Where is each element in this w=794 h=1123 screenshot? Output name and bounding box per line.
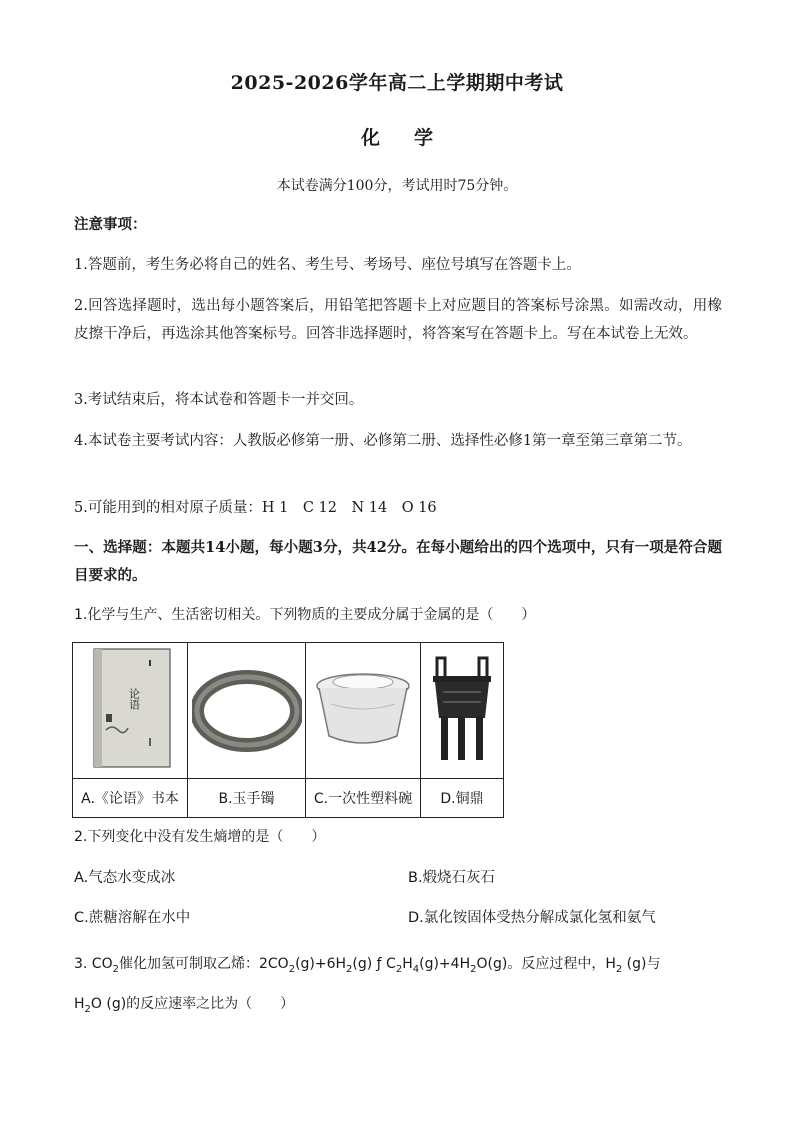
book-cover-text: 论语 xyxy=(127,687,141,710)
exam-info: 本试卷满分100分，考试用时75分钟。 xyxy=(276,178,518,194)
question-2-stem: 2.下列变化中没有发生熵增的是（ ） xyxy=(74,829,326,845)
note-item-3: 3.考试结束后，将本试卷和答题卡一并交回。 xyxy=(74,392,364,408)
option-a-label: A.《论语》书本 xyxy=(73,779,188,818)
plastic-bowl-image-cell xyxy=(306,643,421,779)
jade-bracelet-icon xyxy=(192,659,302,759)
subject-char-1: 化 xyxy=(360,127,380,149)
notes-heading: 注意事项： xyxy=(74,216,147,233)
question-3-stem-line-1: 3. $CO_2$催化加氢可制取乙烯：$2CO_2(g)+6H_2(g)$ ƒ $C_2H_4(g)+4H_2O(g)$。反应过程中，$H_2$ (g)与 xyxy=(74,956,661,975)
subject-char-2: 学 xyxy=(414,127,434,149)
question-2-option-d: D.氯化铵固体受热分解成氯化氢和氨气 xyxy=(408,910,656,926)
question-3-stem-line-2: $H_2O$ (g)的反应速率之比为（ ） xyxy=(74,996,295,1015)
note-item-1: 1.答题前，考生务必将自己的姓名、考生号、考场号、座位号填写在答题卡上。 xyxy=(74,257,581,273)
section-heading: 一、选择题：本题共14小题，每小题3分，共42分。在每小题给出的四个选项中，只有一项是符合题目要求的。 xyxy=(74,539,722,584)
bronze-ding-icon xyxy=(427,654,497,764)
question-1-stem: 1.化学与生产、生活密切相关。下列物质的主要成分属于金属的是（ ） xyxy=(74,607,536,623)
question-2-option-c: C.蔗糖溶解在水中 xyxy=(74,910,191,926)
bronze-ding-image-cell xyxy=(421,643,504,779)
subject-title xyxy=(0,123,794,150)
note-item-2: 2.回答选择题时，选出每小题答案后，用铅笔把答题卡上对应题目的答案标号涂黑。如需改动，用橡皮擦干净后，再选涂其他答案标号。回答非选择题时，将答案写在答题卡上。写在本试卷上无效。 xyxy=(74,298,722,342)
question-2-option-b: B.煅烧石灰石 xyxy=(408,870,496,886)
book-icon xyxy=(80,646,180,772)
book-image-cell xyxy=(73,643,188,779)
question-2-option-a: A.气态水变成冰 xyxy=(74,870,176,886)
option-c-label: C.一次性塑料碗 xyxy=(306,779,421,818)
bracelet-image-cell xyxy=(188,643,306,779)
exam-title: 2025-2026学年高二上学期期中考试 xyxy=(230,72,564,94)
plastic-bowl-icon xyxy=(311,664,415,754)
question-1-options-table xyxy=(72,642,504,818)
option-d-label: D.铜鼎 xyxy=(421,779,504,818)
note-item-5: 5.可能用到的相对原子质量：H 1 C 12 N 14 O 16 xyxy=(74,500,437,516)
option-b-label: B.玉手镯 xyxy=(188,779,306,818)
note-item-4: 4.本试卷主要考试内容：人教版必修第一册、必修第二册、选择性必修1第一章至第三章第二节。 xyxy=(74,433,692,449)
